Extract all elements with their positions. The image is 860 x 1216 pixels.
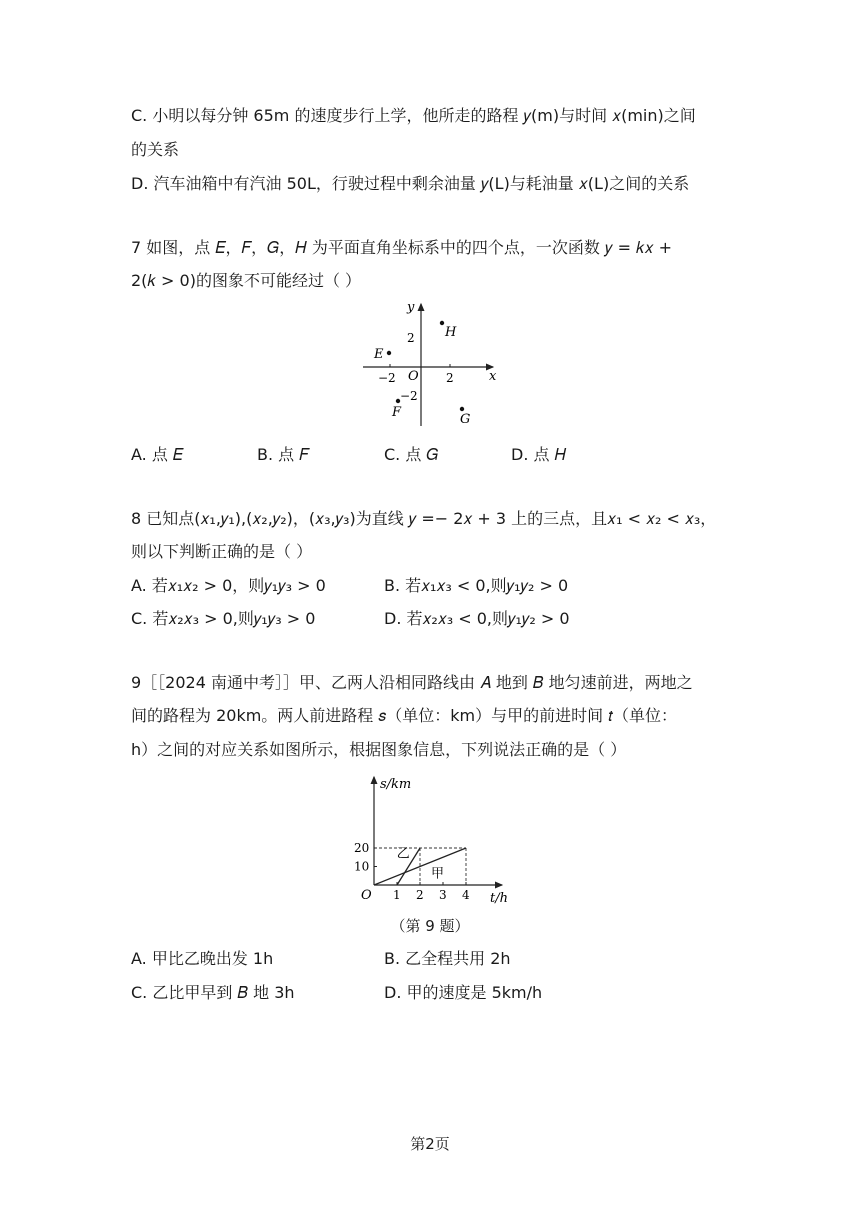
q7-option-b: B. 点 𝐹 [257, 445, 309, 464]
q8-stem-line2: 则以下判断正确的是（ ） [131, 542, 313, 561]
q9-distance-time-chart [340, 770, 520, 910]
q9-series-label-jia: 甲 [431, 866, 445, 882]
q9-x-tick-2: 2 [416, 888, 424, 902]
q9-figure-caption: （第 9 题） [390, 917, 470, 935]
q9-stem-line3: h）之间的对应关系如图所示，根据图象信息，下列说法正确的是（ ） [131, 740, 627, 759]
q7-point-e [387, 351, 391, 355]
q7-point-g [460, 407, 464, 411]
q7-label-g: G [460, 412, 471, 427]
q9-y-tick-20: 20 [354, 841, 370, 855]
q9-x-tick-1: 1 [393, 888, 401, 902]
q9-option-c: C. 乙比甲早到 𝐵 地 3h [131, 983, 295, 1002]
q9-series-label-yi: 乙 [396, 846, 410, 862]
q7-tick-y-2: 2 [407, 331, 415, 345]
page-number: 第2页 [410, 1135, 450, 1153]
q9-option-a: A. 甲比乙晚出发 1h [131, 949, 274, 968]
q8-option-c: C. 若𝑥₂𝑥₃ > 0,则𝑦₁𝑦₃ > 0 [131, 609, 316, 628]
q6-option-c-line1: C. 小明以每分钟 65m 的速度步行上学，他所走的路程 𝑦(m)与时间 𝑥(min)之间 [131, 106, 696, 125]
q9-y-tick-10: 10 [354, 859, 370, 874]
q7-label-f: F [392, 405, 402, 420]
q9-x-tick-4: 4 [462, 888, 470, 902]
q9-stem-line2: 间的路程为 20km。两人前进路程 𝑠（单位：km）与甲的前进时间 𝑡（单位： [131, 706, 678, 725]
q9-option-b: B. 乙全程共用 2h [384, 949, 511, 968]
q8-option-b: B. 若𝑥₁𝑥₃ < 0,则𝑦₁𝑦₂ > 0 [384, 576, 569, 595]
q7-stem-line1: 7 如图，点 𝐸，𝐹，𝐺，𝐻 为平面直角坐标系中的四个点，一次函数 𝑦 = 𝑘𝑥 + [131, 238, 673, 257]
q6-option-c-line2: 的关系 [131, 140, 180, 159]
q7-option-c: C. 点 𝐺 [384, 445, 439, 464]
q9-origin-label: O [361, 888, 372, 903]
q7-tick-x-neg2: −2 [378, 371, 396, 385]
q9-x-axis-label: t/h [490, 891, 508, 906]
q9-x-tick-3: 3 [439, 888, 447, 902]
q8-option-d: D. 若𝑥₂𝑥₃ < 0,则𝑦₁𝑦₂ > 0 [384, 609, 570, 628]
q7-option-d: D. 点 𝐻 [511, 445, 567, 464]
q7-label-e: E [374, 347, 384, 362]
q7-tick-x-2: 2 [446, 371, 454, 385]
q9-stem-line1: 9［［2024 南通中考］］甲、乙两人沿相同路线由 𝐴 地到 𝐵 地匀速前进，两地之 [131, 673, 693, 692]
q7-coordinate-figure [355, 298, 505, 433]
q8-option-a: A. 若𝑥₁𝑥₂ > 0，则𝑦₁𝑦₃ > 0 [131, 576, 326, 595]
q7-y-label: y [407, 300, 415, 315]
q7-origin-label: O [408, 369, 419, 384]
q7-point-f [396, 399, 400, 403]
q7-label-h: H [445, 325, 457, 340]
q9-option-d: D. 甲的速度是 5km/h [384, 983, 543, 1002]
q7-x-label: x [489, 369, 497, 384]
q7-stem-line2: 2(𝑘 > 0)的图象不可能经过（ ） [131, 271, 362, 290]
q8-stem-line1: 8 已知点(𝑥₁,𝑦₁),(𝑥₂,𝑦₂)，(𝑥₃,𝑦₃)为直线 𝑦 =− 2𝑥 + 3 上的三点，且𝑥₁ < 𝑥₂ < 𝑥₃， [131, 509, 717, 528]
q7-tick-y-neg2: −2 [400, 389, 418, 403]
q7-point-h [440, 321, 444, 325]
q6-option-d: D. 汽车油箱中有汽油 50L，行驶过程中剩余油量 𝑦(L)与耗油量 𝑥(L)之间的关系 [131, 174, 690, 193]
q9-y-axis-label: s/km [380, 777, 412, 792]
q7-option-a: A. 点 𝐸 [131, 445, 184, 464]
